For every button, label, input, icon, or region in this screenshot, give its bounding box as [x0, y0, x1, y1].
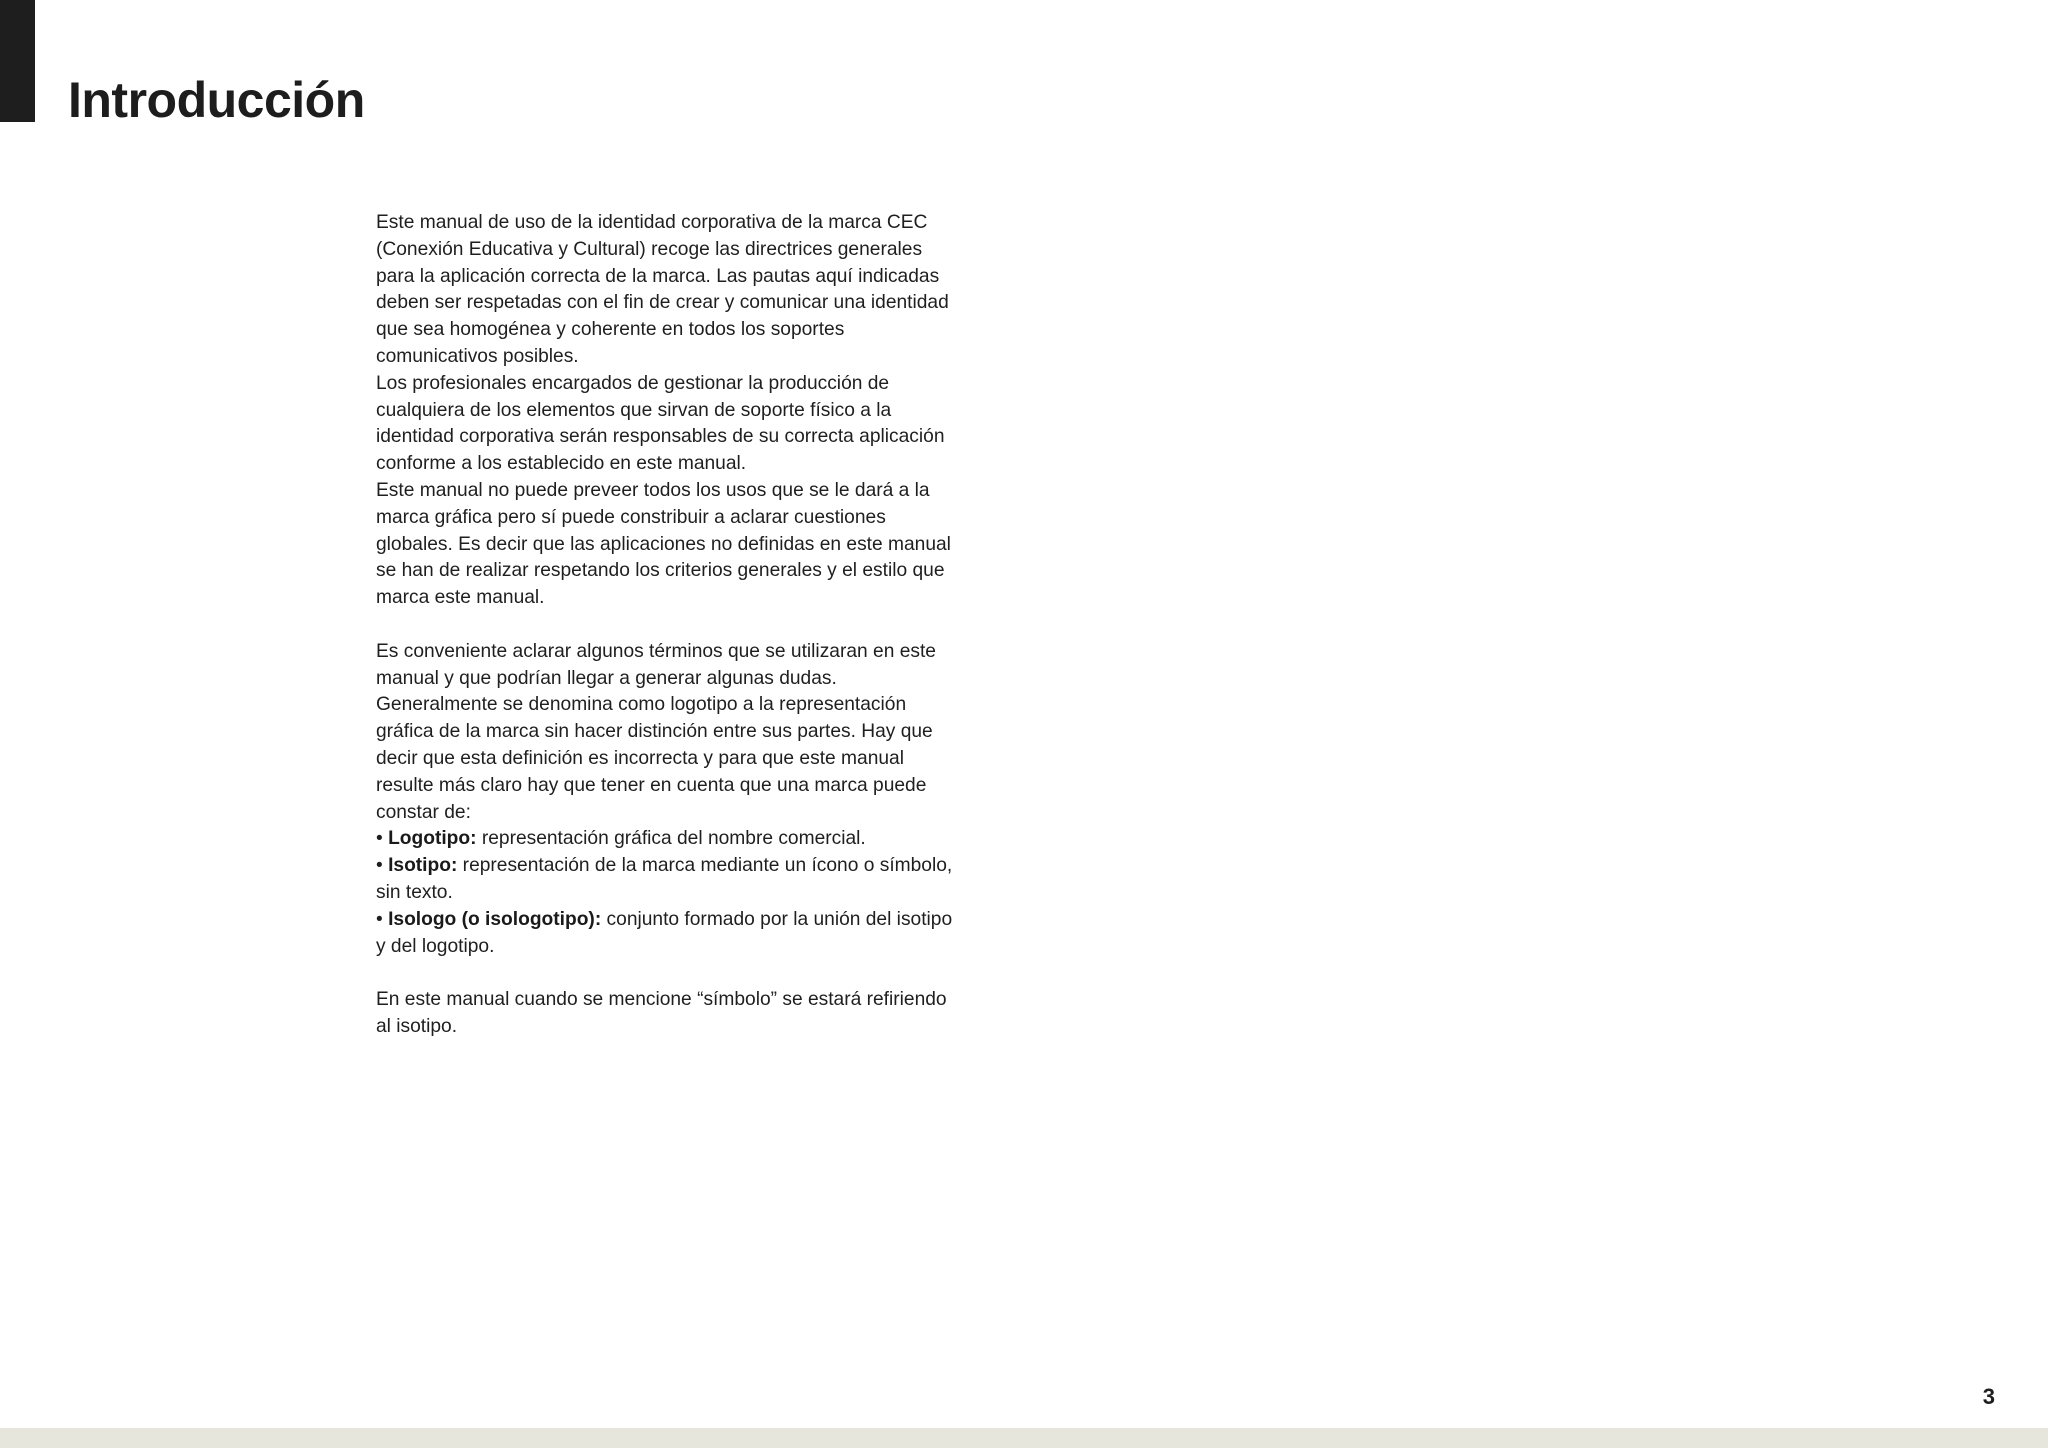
definition-text: representación gráfica del nombre comercial.	[476, 828, 866, 850]
paragraph-spacer	[376, 612, 956, 639]
paragraph-scope: Este manual no puede preveer todos los usos que se le dará a la marca gráfica pero sí puede constribuir a aclarar cuestiones globales. Es decir que las aplicaciones no definidas en este manual se han de realizar respetando los criterios generales y el estilo que marca este manual.	[376, 479, 951, 609]
definition-logotipo	[376, 826, 956, 853]
paragraph-symbol-note: En este manual cuando se mencione “símbolo” se estará refiriendo al isotipo.	[376, 989, 947, 1037]
definition-text: representación de la marca mediante un ícono o símbolo, sin texto.	[376, 855, 953, 903]
paragraph-intro: Este manual de uso de la identidad corporativa de la marca CEC (Conexión Educativa y Cultural) recoge las directrices generales para la aplicación correcta de la marca. Las pautas aquí indicadas deben ser respetadas con el fin de crear y comunicar una identidad que sea homogénea y coherente en todos los soportes comunicativos posibles.	[376, 212, 949, 367]
paragraph-responsibility: Los profesionales encargados de gestionar la producción de cualquiera de los elementos que sirvan de soporte físico a la identidad corporativa serán responsables de su correcta aplicación conforme a los establecido en este manual.	[376, 372, 945, 475]
paragraph-terms: Es conveniente aclarar algunos términos que se utilizaran en este manual y que podrían llegar a generar algunas dudas. Generalmente se denomina como logotipo a la representación gráfica de la marca sin hacer distinción entre sus partes. Hay que decir que esta definición es incorrecta y para que este manual resulte más claro hay que tener en cuenta que una marca puede constar de:	[376, 640, 936, 823]
page-number: 3	[1982, 1384, 1995, 1409]
definition-isologo	[376, 907, 956, 961]
definition-term: Isotipo:	[388, 855, 458, 877]
paragraph-spacer	[376, 960, 956, 987]
definition-text: conjunto formado por la unión del isotipo y del logotipo.	[376, 908, 953, 957]
body-text	[376, 210, 956, 1041]
definition-term: Isologo (o isologotipo):	[388, 908, 602, 930]
corner-accent-block	[0, 0, 35, 122]
definition-term: Logotipo:	[388, 828, 477, 850]
footer-bar	[0, 1428, 2048, 1448]
bullet-mark: •	[376, 908, 389, 930]
definition-isotipo	[376, 853, 956, 907]
bullet-mark: •	[376, 855, 389, 877]
page-title: Introducción	[68, 72, 365, 128]
bullet-mark: •	[376, 828, 389, 850]
